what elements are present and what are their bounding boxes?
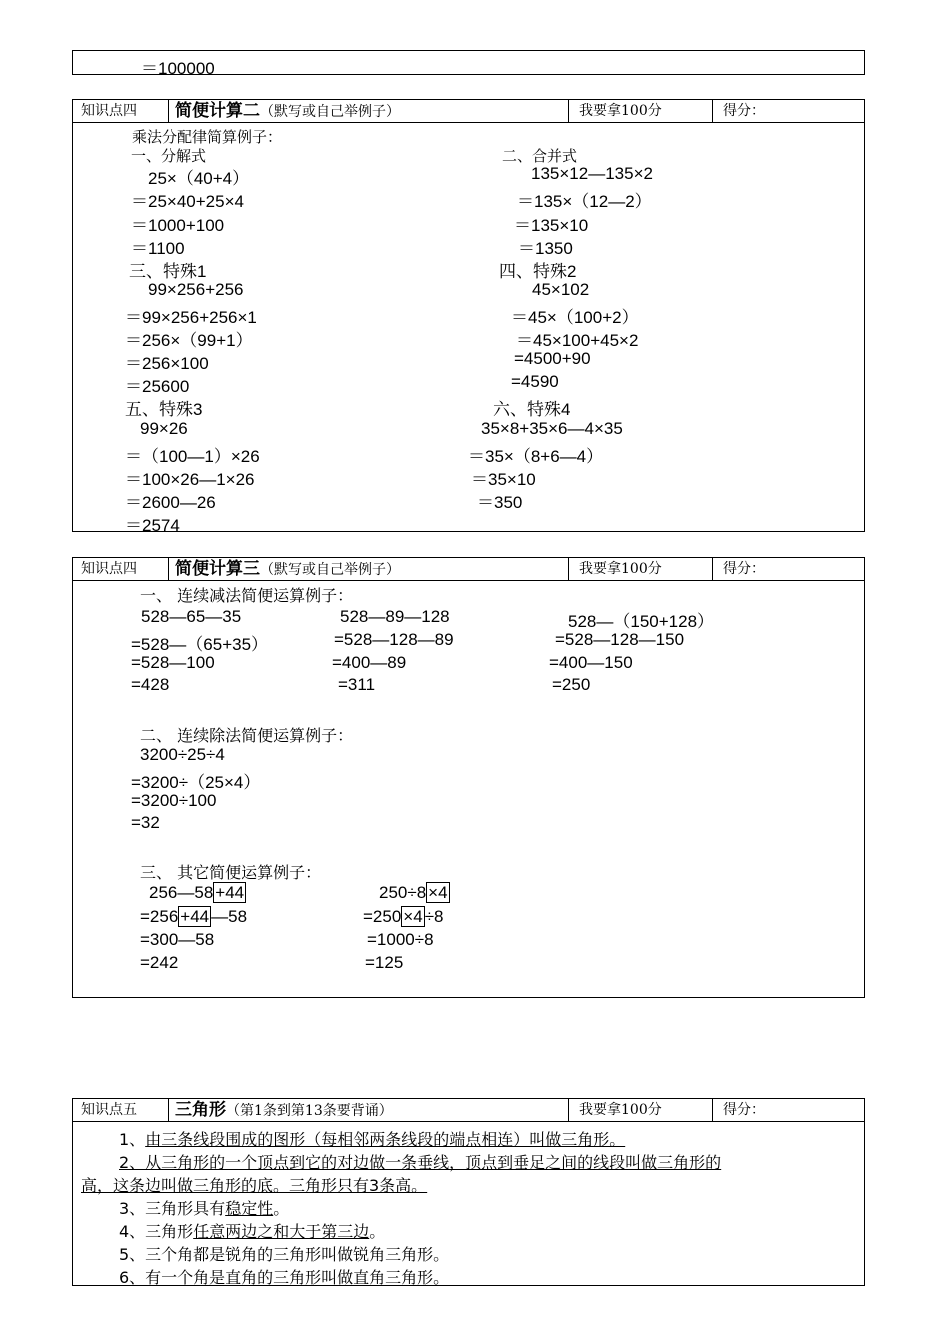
group-b-line: 135×12—135×2 [531, 164, 653, 183]
rule-6: 6、有一个角是直角的三角形叫做直角三角形。 [119, 1268, 450, 1287]
goal-label: 我要拿100分 [569, 100, 713, 122]
sub-c-line: 528—（150+128） [568, 612, 715, 631]
group-a-line: 25×（40+4） [148, 169, 250, 188]
div-line: =32 [131, 813, 160, 832]
group-f-line: 35×8+35×6—4×35 [481, 419, 623, 438]
knowledge-point-label: 知识点四 [73, 558, 169, 580]
score-label: 得分： [723, 561, 765, 577]
sub-c-line: =400—150 [549, 653, 633, 672]
section-title: 三角形（第1条到第13条要背诵） [169, 1099, 569, 1121]
group-c-line: ＝99×256+256×1 [125, 308, 257, 327]
section-header [73, 100, 864, 123]
sub-c-line: =250 [552, 675, 591, 694]
other-a-line: =242 [140, 953, 179, 972]
group-b-line: ＝135×（12—2） [517, 192, 652, 211]
rule-4: 4、三角形任意两边之和大于第三边。 [119, 1222, 386, 1241]
sub-b-line: =311 [338, 675, 376, 694]
sub-a-line: 528—65—35 [141, 607, 242, 626]
group-f-line: ＝35×（8+6—4） [468, 447, 604, 466]
group-b-line: ＝1350 [518, 239, 573, 258]
div-line: =3200÷100 [131, 791, 217, 810]
other-b-line: =1000÷8 [367, 930, 434, 949]
group-c-heading: 三、特殊1 [129, 262, 207, 281]
section-title: 简便计算二（默写或自己举例子） [169, 100, 569, 122]
group-c-line: 99×256+256 [148, 280, 244, 299]
rule-5: 5、三个角都是锐角的三角形叫做锐角三角形。 [119, 1245, 450, 1264]
group-a-line: ＝25×40+25×4 [131, 192, 244, 211]
group-b-heading: 二、合并式 [502, 147, 578, 165]
knowledge-point-label: 知识点四 [73, 100, 169, 122]
other-a-line: =300—58 [140, 930, 215, 949]
group-f-line: ＝350 [477, 493, 523, 512]
group-c-line: ＝256×（99+1） [125, 331, 253, 350]
group-d-line: =4590 [511, 372, 559, 391]
top-box [72, 50, 865, 78]
sub-a-line: =528—（65+35） [131, 635, 269, 654]
other-b-line-2: =250 ×4 ÷8 [363, 907, 444, 926]
group-a-line: ＝1100 [131, 239, 185, 258]
intro: 乘法分配律简算例子： [132, 128, 283, 146]
group-e-line: ＝（100—1）×26 [125, 447, 260, 466]
score-label: 得分： [723, 103, 765, 119]
group-d-line: ＝45×（100+2） [511, 308, 639, 327]
section-header [73, 1099, 864, 1122]
goal-label: 我要拿100分 [569, 1099, 713, 1121]
group-e-line: ＝2574 [125, 516, 180, 535]
sub-b-line: =400—89 [332, 653, 407, 672]
division-heading: 二、 连续除法简便运算例子： [140, 726, 354, 745]
rule-2-line-2: 高，这条边叫做三角形的底。三角形只有3条高。 [81, 1176, 428, 1195]
subtraction-heading: 一、 连续减法简便运算例子： [140, 586, 354, 605]
group-e-line: 99×26 [140, 419, 188, 438]
section-simple-calc-2 [72, 99, 865, 535]
other-a-line-1: 256—58 +44 [149, 883, 245, 902]
group-e-line: ＝100×26—1×26 [125, 470, 255, 489]
sub-b-line: =528—128—89 [334, 630, 454, 649]
other-b-line: =125 [365, 953, 404, 972]
sub-a-line: =428 [131, 675, 170, 694]
other-b-line-1: 250÷8 ×4 [379, 883, 448, 902]
section-triangle [72, 1098, 865, 1286]
group-f-line: ＝35×10 [471, 470, 536, 489]
other-heading: 三、 其它简便运算例子： [140, 863, 322, 882]
section-title: 简便计算三（默写或自己举例子） [169, 558, 569, 580]
rule-2-line-1: 2、从三角形的一个顶点到它的对边做一条垂线，顶点到垂足之间的线段叫做三角形的 [119, 1153, 722, 1172]
group-a-heading: 一、分解式 [131, 147, 207, 165]
group-a-line: ＝1000+100 [131, 216, 225, 235]
section-header [73, 558, 864, 581]
rule-1: 1、由三条线段围成的图形（每相邻两条线段的端点相连）叫做三角形。 [119, 1130, 626, 1149]
sub-a-line: =528—100 [131, 653, 215, 672]
sub-c-line: =528—128—150 [555, 630, 685, 649]
other-a-line-2: =256 +44 —58 [140, 907, 248, 926]
group-d-heading: 四、特殊2 [499, 262, 577, 281]
div-line: 3200÷25÷4 [140, 745, 225, 764]
score-label: 得分： [723, 1102, 765, 1118]
group-b-line: ＝135×10 [514, 216, 589, 235]
knowledge-point-label: 知识点五 [73, 1099, 169, 1121]
top-line: ＝100000 [141, 59, 215, 78]
sub-b-line: 528—89—128 [340, 607, 450, 626]
div-line: =3200÷（25×4） [131, 773, 261, 792]
group-f-heading: 六、特殊4 [493, 400, 571, 419]
group-c-line: ＝256×100 [125, 354, 209, 373]
group-e-line: ＝2600—26 [125, 493, 216, 512]
rule-3: 3、三角形具有稳定性。 [119, 1199, 290, 1218]
group-e-heading: 五、特殊3 [125, 400, 203, 419]
group-d-line: =4500+90 [514, 349, 591, 368]
group-d-line: ＝45×100+45×2 [516, 331, 639, 350]
section-simple-calc-3 [72, 557, 865, 998]
goal-label: 我要拿100分 [569, 558, 713, 580]
group-d-line: 45×102 [532, 280, 590, 299]
group-c-line: ＝25600 [125, 377, 190, 396]
